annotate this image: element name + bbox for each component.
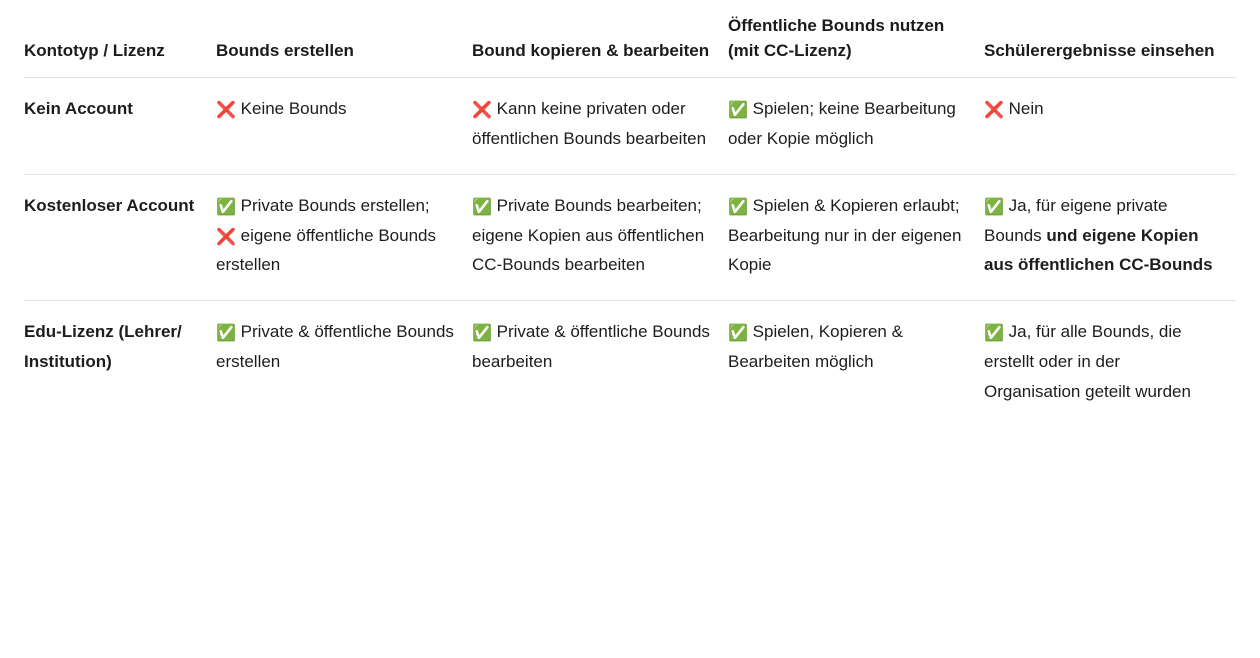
row-header-account-type: Kein Account [24,78,216,175]
table-cell [216,78,472,175]
table-cell [472,78,728,175]
cell-text: Keine Bounds [235,99,347,119]
check-icon: ✅ [472,325,492,343]
table-cell [216,174,472,300]
check-icon: ✅ [216,325,236,343]
cell-text: Private Bounds bearbeiten; eigene Kopien aus öffentlichen CC-Bounds bearbeiten [472,195,705,275]
column-header-account-type: Kontotyp / Lizenz [24,0,216,78]
cell-text: Ja, für alle Bounds, die erstellt oder in der Organisation geteilt wurden [984,322,1191,401]
table-cell [984,174,1236,300]
table-cell [472,174,728,300]
cell-text: Spielen, Kopieren & Bearbeiten möglich [728,322,903,371]
cell-text: Private & öffentliche Bounds erstellen [216,322,454,371]
table-row [24,301,1236,427]
column-header-copy-edit-bound: Bound kopieren & bearbeiten [472,0,728,78]
table-cell [728,174,984,300]
table-header [24,0,1236,78]
cross-icon: ❌ [984,102,1004,120]
cross-icon: ❌ [216,102,236,120]
table-cell [728,301,984,427]
cell-text: Spielen & Kopieren erlaubt; Bearbeitung nur in der eigenen Kopie [728,195,962,275]
table-body [24,78,1236,427]
cross-icon: ❌ [472,102,492,120]
table-cell [984,301,1236,427]
cross-icon: ❌ [216,228,236,246]
check-icon: ✅ [984,198,1004,216]
check-icon: ✅ [728,198,748,216]
cell-text: Kann keine privaten oder öffentlichen Bounds bearbeiten [472,99,707,149]
column-header-use-public-bounds: Öffentliche Bounds nutzen (mit CC-Lizenz) [728,0,984,78]
cell-text: Ja, für eigene private Bounds [984,195,1168,245]
column-header-create-bounds: Bounds erstellen [216,0,472,78]
row-header-account-type: Kostenloser Account [24,174,216,300]
check-icon: ✅ [472,198,492,216]
license-comparison-table [24,0,1236,426]
check-icon: ✅ [216,198,236,216]
table-header-row [24,0,1236,78]
check-icon: ✅ [984,325,1004,343]
cell-text: Nein [1003,99,1044,119]
check-icon: ✅ [728,102,748,120]
row-header-account-type: Edu-Lizenz (Lehrer/ Institution) [24,322,182,371]
cell-text: Private & öffentliche Bounds bearbeiten [472,322,710,371]
column-header-view-student-results: Schülerergebnisse einsehen [984,0,1236,78]
table-cell [984,78,1236,175]
table-cell [216,301,472,427]
cell-text: eigene öffentliche Bounds erstellen [216,225,436,275]
table-row [24,78,1236,175]
table-cell [472,301,728,427]
table-cell [728,78,984,175]
cell-text: Private Bounds erstellen; [235,195,430,215]
check-icon: ✅ [728,325,748,343]
table-row [24,174,1236,300]
cell-text-emphasis: und eigene Kopien aus öffentlichen CC-Bounds [984,225,1213,275]
cell-text: Spielen; keine Bearbeitung oder Kopie möglich [728,99,956,149]
